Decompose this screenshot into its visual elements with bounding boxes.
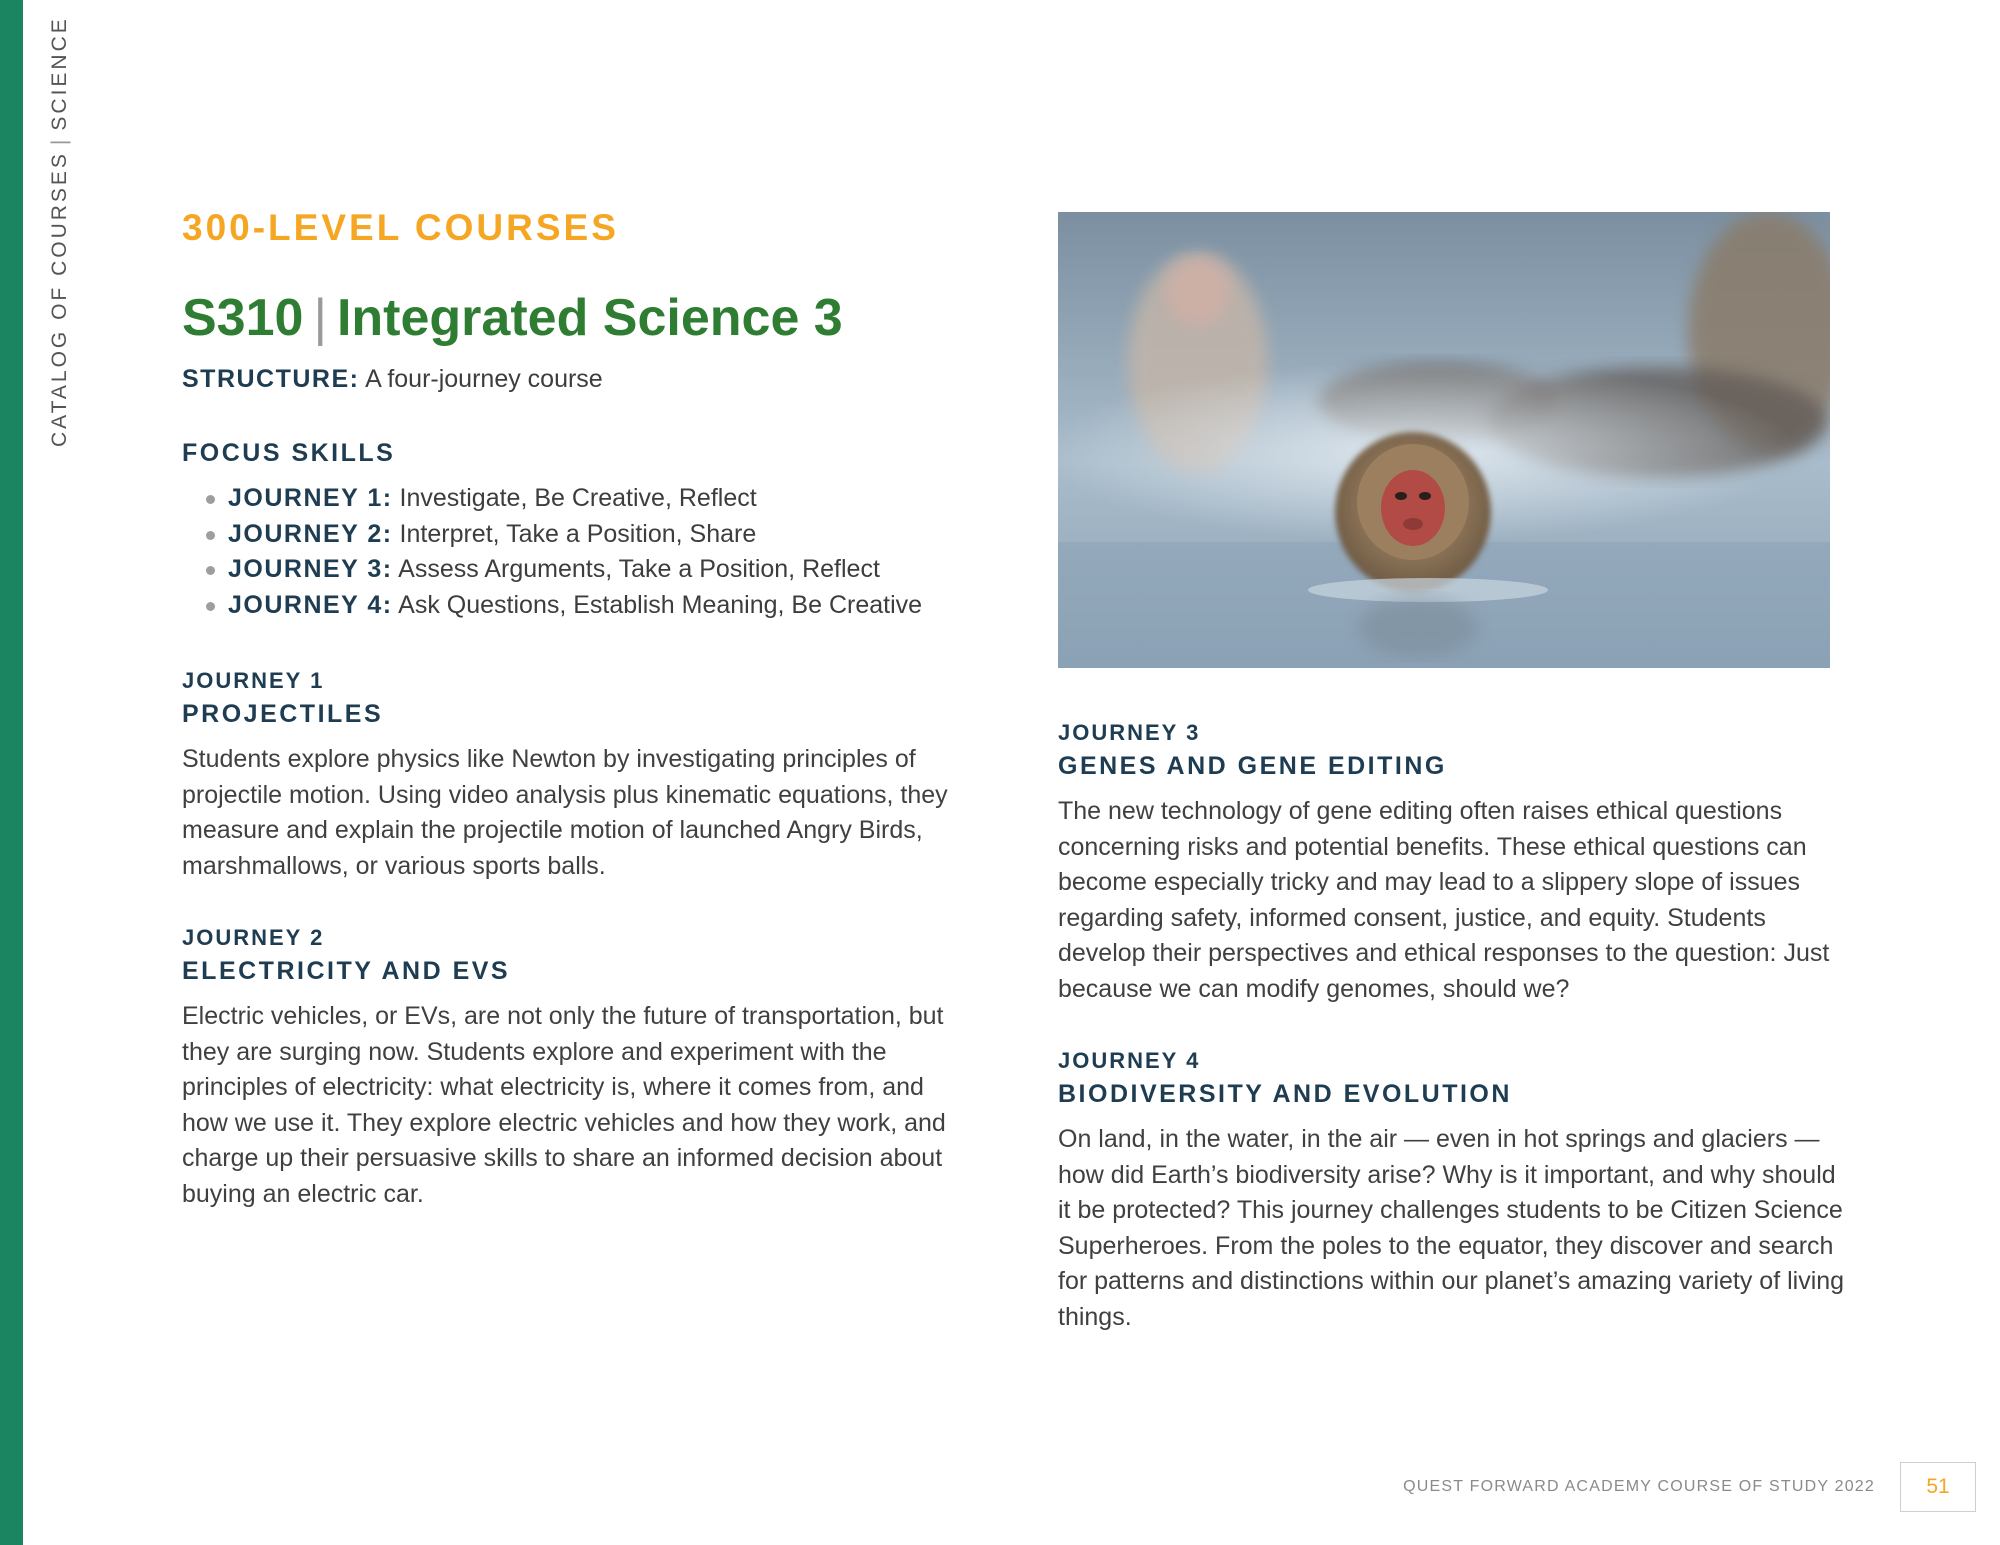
journey-1-section bbox=[182, 665, 952, 884]
course-structure bbox=[182, 362, 952, 396]
bullet-icon bbox=[206, 566, 215, 575]
section-label bbox=[48, 16, 72, 447]
journey-3-section bbox=[1058, 717, 1848, 1007]
footer-publication: QUEST FORWARD ACADEMY COURSE OF STUDY 2022 bbox=[1403, 1478, 1875, 1495]
left-column bbox=[182, 200, 952, 1212]
focus-skills-heading: FOCUS SKILLS bbox=[182, 439, 396, 467]
focus-skills-text: Assess Arguments, Take a Position, Reflect bbox=[398, 555, 880, 583]
title-separator: | bbox=[313, 289, 327, 347]
structure-label: STRUCTURE: bbox=[182, 365, 360, 393]
bullet-icon bbox=[206, 495, 215, 504]
section-label-separator: | bbox=[48, 136, 71, 146]
focus-skills-text: Investigate, Be Creative, Reflect bbox=[399, 484, 757, 512]
journey-description: Electric vehicles, or EVs, are not only the future of transportation, but they are surging now. Students explore and experiment with the principles of electricity: what electricity is, where it comes from, and how we use it. They explore electric vehicles and how they work, and charge up their persuasive skills to share an informed decision about buying an electric car. bbox=[182, 1002, 946, 1208]
level-heading: 300-LEVEL COURSES bbox=[182, 207, 619, 248]
course-name: Integrated Science 3 bbox=[336, 289, 843, 347]
list-item bbox=[206, 588, 952, 624]
journey-description: Students explore physics like Newton by investigating principles of projectile motion. Using video analysis plus kinematic equations, they measure and explain the projectile motion of launched Angry Birds, marshmallows, or various sports balls. bbox=[182, 745, 948, 880]
focus-skills-text: Interpret, Take a Position, Share bbox=[399, 519, 757, 548]
list-item bbox=[206, 552, 952, 588]
journey-number: JOURNEY 1 bbox=[182, 668, 325, 693]
right-column bbox=[1058, 717, 1848, 1335]
page-number: 51 bbox=[1900, 1462, 1976, 1512]
section-label-subject: SCIENCE bbox=[48, 16, 71, 131]
snow-monkey-photo bbox=[1058, 212, 1830, 668]
course-title bbox=[182, 286, 952, 350]
journey-title: PROJECTILES bbox=[182, 700, 384, 728]
focus-journey-label: JOURNEY 3: bbox=[228, 555, 393, 583]
structure-value: A four-journey course bbox=[365, 365, 603, 393]
focus-journey-label: JOURNEY 1: bbox=[228, 484, 393, 512]
journey-number: JOURNEY 3 bbox=[1058, 720, 1201, 745]
journey-description: The new technology of gene editing often raises ethical questions concerning risks and potential benefits. These ethical questions can become especially tricky and may lead to a slippery slope of issues regarding safety, informed consent, justice, and equity. Students develop their perspectives and ethical responses to the question: Just because we can modify genomes, should we? bbox=[1058, 797, 1830, 1003]
journey-number: JOURNEY 4 bbox=[1058, 1048, 1201, 1073]
list-item bbox=[206, 481, 952, 517]
journey-4-section bbox=[1058, 1045, 1848, 1335]
journey-2-section bbox=[182, 922, 952, 1212]
focus-journey-label: JOURNEY 2: bbox=[228, 519, 393, 548]
side-accent-bar bbox=[0, 0, 23, 1545]
bullet-icon bbox=[206, 602, 215, 611]
journey-title: ELECTRICITY AND EVS bbox=[182, 957, 511, 985]
snow-monkey-illustration bbox=[1058, 212, 1830, 668]
section-label-catalog: CATALOG OF COURSES bbox=[48, 151, 71, 447]
journey-number: JOURNEY 2 bbox=[182, 925, 325, 950]
course-code: S310 bbox=[182, 289, 304, 347]
bullet-icon bbox=[206, 531, 215, 540]
focus-skills-text: Ask Questions, Establish Meaning, Be Creative bbox=[398, 590, 923, 619]
focus-skills-list bbox=[182, 481, 952, 623]
journey-description: On land, in the water, in the air — even in hot springs and glaciers — how did Earth’s biodiversity arise? Why is it important, and why should it be protected? This journey challenges students to be Citizen Science Superheroes. From the poles to the equator, they discover and search for patterns and distinctions within our planet’s amazing variety of living things. bbox=[1058, 1125, 1845, 1331]
journey-title: GENES AND GENE EDITING bbox=[1058, 752, 1447, 780]
list-item bbox=[206, 517, 952, 553]
focus-journey-label: JOURNEY 4: bbox=[228, 590, 393, 619]
journey-title: BIODIVERSITY AND EVOLUTION bbox=[1058, 1080, 1512, 1108]
